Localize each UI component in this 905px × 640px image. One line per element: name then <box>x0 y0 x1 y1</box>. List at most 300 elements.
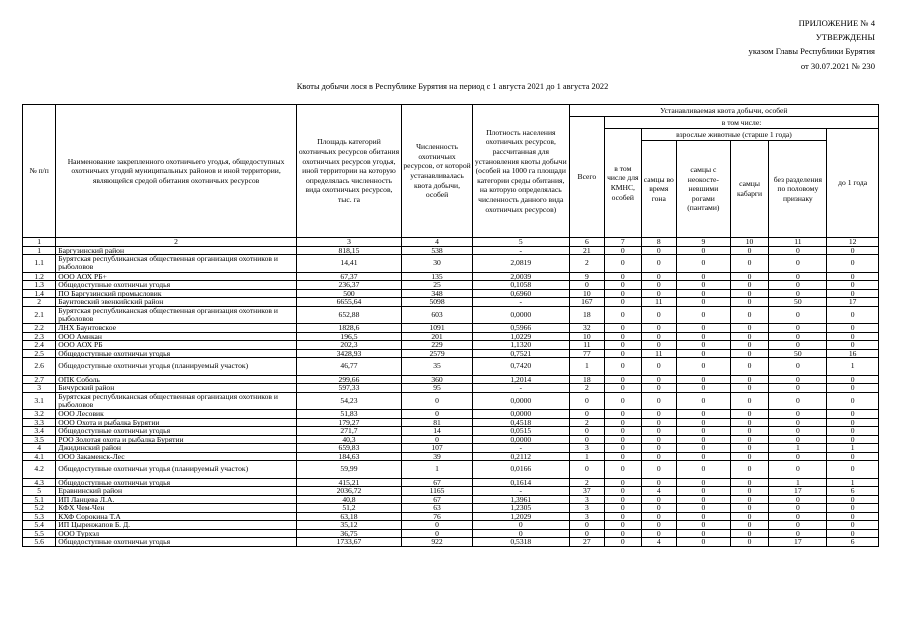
row-rut: 0 <box>641 341 676 350</box>
col-number: 3 <box>296 238 401 247</box>
row-rut: 0 <box>641 332 676 341</box>
row-under1: 0 <box>827 392 879 410</box>
row-count: 2579 <box>402 349 473 358</box>
row-kabarga: 0 <box>730 529 769 538</box>
row-count: 14 <box>402 427 473 436</box>
row-name: ООО Закаменск-Лес <box>56 452 297 461</box>
table-row <box>23 435 879 444</box>
row-under1: 0 <box>827 375 879 384</box>
row-number: 2.3 <box>23 332 56 341</box>
row-number: 1.3 <box>23 281 56 290</box>
row-count: 35 <box>402 358 473 376</box>
row-nosex: 50 <box>769 349 827 358</box>
row-number: 2.1 <box>23 306 56 324</box>
row-area: 14,41 <box>296 255 401 273</box>
row-number: 1.1 <box>23 255 56 273</box>
row-kmns: 0 <box>605 538 642 547</box>
row-nosex: 0 <box>769 427 827 436</box>
row-total: 0 <box>569 529 604 538</box>
row-kmns: 0 <box>605 289 642 298</box>
row-rut: 0 <box>641 478 676 487</box>
row-count: 63 <box>402 504 473 513</box>
row-name: ПО Баргузинский промысловик <box>56 289 297 298</box>
table-row <box>23 478 879 487</box>
row-total: 37 <box>569 487 604 496</box>
row-density: 1,1320 <box>472 341 569 350</box>
row-area: 184,63 <box>296 452 401 461</box>
row-kabarga: 0 <box>730 427 769 436</box>
row-under1: 6 <box>827 538 879 547</box>
row-nosex: 0 <box>769 495 827 504</box>
row-nosex: 0 <box>769 435 827 444</box>
row-total: 2 <box>569 418 604 427</box>
row-kmns: 0 <box>605 349 642 358</box>
table-row <box>23 461 879 479</box>
row-count: 348 <box>402 289 473 298</box>
row-number: 3.1 <box>23 392 56 410</box>
row-number: 2.5 <box>23 349 56 358</box>
row-under1: 0 <box>827 435 879 444</box>
row-nosex: 0 <box>769 392 827 410</box>
row-number: 2.6 <box>23 358 56 376</box>
row-kmns: 0 <box>605 444 642 453</box>
row-kabarga: 0 <box>730 487 769 496</box>
row-antlers: 0 <box>677 255 731 273</box>
row-kmns: 0 <box>605 435 642 444</box>
row-antlers: 0 <box>677 298 731 307</box>
row-kmns: 0 <box>605 341 642 350</box>
row-count: 81 <box>402 418 473 427</box>
row-area: 35,12 <box>296 521 401 530</box>
col-header-nosex: без разделения по половому признаку <box>769 141 827 238</box>
row-number: 5.4 <box>23 521 56 530</box>
col-number: 11 <box>769 238 827 247</box>
row-name: ОПК Соболь <box>56 375 297 384</box>
row-nosex: 0 <box>769 246 827 255</box>
table-row <box>23 384 879 393</box>
row-density: 1,2014 <box>472 375 569 384</box>
row-under1: 0 <box>827 495 879 504</box>
row-kmns: 0 <box>605 384 642 393</box>
row-area: 40,8 <box>296 495 401 504</box>
row-kabarga: 0 <box>730 246 769 255</box>
row-antlers: 0 <box>677 427 731 436</box>
row-density: 0,5966 <box>472 324 569 333</box>
row-kabarga: 0 <box>730 444 769 453</box>
row-kmns: 0 <box>605 332 642 341</box>
row-nosex: 17 <box>769 538 827 547</box>
row-kabarga: 0 <box>730 349 769 358</box>
row-area: 36,75 <box>296 529 401 538</box>
col-header-num: № п/п <box>23 105 56 238</box>
row-density: 0,0166 <box>472 461 569 479</box>
row-nosex: 0 <box>769 281 827 290</box>
row-number: 4.1 <box>23 452 56 461</box>
row-number: 4 <box>23 444 56 453</box>
row-rut: 0 <box>641 246 676 255</box>
row-area: 1733,67 <box>296 538 401 547</box>
row-rut: 0 <box>641 281 676 290</box>
row-antlers: 0 <box>677 324 731 333</box>
row-under1: 0 <box>827 384 879 393</box>
row-under1: 0 <box>827 341 879 350</box>
row-number: 4.2 <box>23 461 56 479</box>
col-header-area: Площадь категорий охотничьих ресурсов обитания охотничьих ресурсов угодья, иной территории на которую определялась численность вида охотничьих ресурсов, тыс. га <box>296 105 401 238</box>
decree-label: указом Главы Республики Бурятия <box>748 46 875 57</box>
row-area: 54,23 <box>296 392 401 410</box>
row-kmns: 0 <box>605 272 642 281</box>
row-rut: 0 <box>641 504 676 513</box>
row-density: 0,7420 <box>472 358 569 376</box>
row-count: 538 <box>402 246 473 255</box>
table-row <box>23 495 879 504</box>
row-count: 67 <box>402 478 473 487</box>
row-kmns: 0 <box>605 504 642 513</box>
row-total: 0 <box>569 521 604 530</box>
row-area: 196,5 <box>296 332 401 341</box>
row-rut: 0 <box>641 410 676 419</box>
row-antlers: 0 <box>677 289 731 298</box>
row-antlers: 0 <box>677 246 731 255</box>
row-density: 0,2112 <box>472 452 569 461</box>
row-kabarga: 0 <box>730 410 769 419</box>
row-antlers: 0 <box>677 281 731 290</box>
row-total: 0 <box>569 392 604 410</box>
row-nosex: 1 <box>769 444 827 453</box>
row-under1: 0 <box>827 306 879 324</box>
row-kmns: 0 <box>605 255 642 273</box>
row-number: 4.3 <box>23 478 56 487</box>
row-under1: 0 <box>827 289 879 298</box>
column-number-row <box>23 238 879 247</box>
decree-date: от 30.07.2021 № 230 <box>800 60 875 71</box>
row-under1: 0 <box>827 255 879 273</box>
row-kabarga: 0 <box>730 341 769 350</box>
row-density: 0,1058 <box>472 281 569 290</box>
row-density: 1,3961 <box>472 495 569 504</box>
row-under1: 0 <box>827 324 879 333</box>
row-kabarga: 0 <box>730 521 769 530</box>
row-under1: 0 <box>827 332 879 341</box>
row-total: 167 <box>569 298 604 307</box>
row-name: Баргузинский район <box>56 246 297 255</box>
row-under1: 0 <box>827 504 879 513</box>
row-rut: 0 <box>641 289 676 298</box>
row-under1: 1 <box>827 478 879 487</box>
row-under1: 17 <box>827 298 879 307</box>
row-name: КХФ Сорокина Т.А <box>56 512 297 521</box>
row-antlers: 0 <box>677 444 731 453</box>
row-nosex: 0 <box>769 306 827 324</box>
row-kmns: 0 <box>605 246 642 255</box>
row-kmns: 0 <box>605 358 642 376</box>
appendix-label: ПРИЛОЖЕНИЕ № 4 <box>798 18 875 28</box>
row-rut: 0 <box>641 272 676 281</box>
col-header-rut: самцы во время гона <box>641 141 676 238</box>
row-count: 5098 <box>402 298 473 307</box>
row-total: 1 <box>569 452 604 461</box>
row-count: 0 <box>402 392 473 410</box>
row-kabarga: 0 <box>730 538 769 547</box>
row-kabarga: 0 <box>730 461 769 479</box>
row-total: 3 <box>569 504 604 513</box>
row-nosex: 0 <box>769 332 827 341</box>
row-name: ООО АОХ РБ+ <box>56 272 297 281</box>
row-density: - <box>472 246 569 255</box>
row-kabarga: 0 <box>730 358 769 376</box>
row-kabarga: 0 <box>730 504 769 513</box>
row-rut: 0 <box>641 306 676 324</box>
row-number: 5.6 <box>23 538 56 547</box>
row-antlers: 0 <box>677 358 731 376</box>
row-number: 5.1 <box>23 495 56 504</box>
row-count: 95 <box>402 384 473 393</box>
row-kabarga: 0 <box>730 306 769 324</box>
table-row <box>23 272 879 281</box>
col-number: 8 <box>641 238 676 247</box>
row-kabarga: 0 <box>730 255 769 273</box>
row-antlers: 0 <box>677 538 731 547</box>
row-number: 2.4 <box>23 341 56 350</box>
row-name: ИП Цыренжапов Б. Д. <box>56 521 297 530</box>
row-area: 63,18 <box>296 512 401 521</box>
row-area: 652,88 <box>296 306 401 324</box>
col-number: 7 <box>605 238 642 247</box>
row-density: 0,4518 <box>472 418 569 427</box>
row-under1: 0 <box>827 418 879 427</box>
row-name: Бурятская республиканская общественная организация охотников и рыболовов <box>56 392 297 410</box>
table-row <box>23 487 879 496</box>
table-row <box>23 529 879 538</box>
col-number: 12 <box>827 238 879 247</box>
col-header-quota-group: Устанавливаемая квота добычи, особей <box>569 105 878 117</box>
row-total: 32 <box>569 324 604 333</box>
row-number: 3.2 <box>23 410 56 419</box>
col-number: 5 <box>472 238 569 247</box>
table-row <box>23 444 879 453</box>
row-count: 1091 <box>402 324 473 333</box>
row-antlers: 0 <box>677 349 731 358</box>
row-rut: 0 <box>641 427 676 436</box>
row-antlers: 0 <box>677 529 731 538</box>
row-number: 3.5 <box>23 435 56 444</box>
row-antlers: 0 <box>677 487 731 496</box>
row-rut: 0 <box>641 512 676 521</box>
row-rut: 4 <box>641 487 676 496</box>
row-name: Общедоступные охотничьи угодья (планируемый участок) <box>56 461 297 479</box>
row-kabarga: 0 <box>730 478 769 487</box>
row-area: 202,3 <box>296 341 401 350</box>
row-rut: 0 <box>641 384 676 393</box>
row-area: 1828,6 <box>296 324 401 333</box>
row-total: 0 <box>569 435 604 444</box>
row-antlers: 0 <box>677 512 731 521</box>
row-kmns: 0 <box>605 427 642 436</box>
row-count: 76 <box>402 512 473 521</box>
row-density: 2,0819 <box>472 255 569 273</box>
row-area: 51,2 <box>296 504 401 513</box>
row-under1: 0 <box>827 452 879 461</box>
row-name: КФХ Чем-Чен <box>56 504 297 513</box>
row-kmns: 0 <box>605 529 642 538</box>
row-count: 30 <box>402 255 473 273</box>
row-density: 0,1614 <box>472 478 569 487</box>
row-kmns: 0 <box>605 306 642 324</box>
row-kmns: 0 <box>605 392 642 410</box>
row-rut: 0 <box>641 255 676 273</box>
row-kmns: 0 <box>605 410 642 419</box>
row-antlers: 0 <box>677 418 731 427</box>
row-under1: 0 <box>827 246 879 255</box>
row-area: 659,83 <box>296 444 401 453</box>
row-kabarga: 0 <box>730 332 769 341</box>
row-area: 40,3 <box>296 435 401 444</box>
row-under1: 16 <box>827 349 879 358</box>
row-area: 299,66 <box>296 375 401 384</box>
row-antlers: 0 <box>677 478 731 487</box>
row-rut: 0 <box>641 521 676 530</box>
row-name: Общедоступные охотничьи угодья <box>56 538 297 547</box>
row-antlers: 0 <box>677 392 731 410</box>
row-nosex: 0 <box>769 289 827 298</box>
row-number: 5 <box>23 487 56 496</box>
row-total: 10 <box>569 289 604 298</box>
row-total: 0 <box>569 410 604 419</box>
row-rut: 0 <box>641 444 676 453</box>
row-kabarga: 0 <box>730 392 769 410</box>
row-antlers: 0 <box>677 272 731 281</box>
row-total: 1 <box>569 358 604 376</box>
row-total: 0 <box>569 461 604 479</box>
row-kabarga: 0 <box>730 281 769 290</box>
row-nosex: 1 <box>769 478 827 487</box>
row-rut: 0 <box>641 529 676 538</box>
row-nosex: 0 <box>769 375 827 384</box>
table-row <box>23 298 879 307</box>
row-density: 1,2305 <box>472 504 569 513</box>
row-antlers: 0 <box>677 495 731 504</box>
row-nosex: 0 <box>769 504 827 513</box>
row-count: 201 <box>402 332 473 341</box>
row-area: 3428,93 <box>296 349 401 358</box>
col-header-count: Численность охотничьих ресурсов, от которой устанавливалась квота добычи, особей <box>402 105 473 238</box>
row-name: ИП Ланцева Л.А. <box>56 495 297 504</box>
row-density: 0 <box>472 521 569 530</box>
col-header-kabarga: самцы кабарги <box>730 141 769 238</box>
row-name: Баунтовский эвенкийский район <box>56 298 297 307</box>
row-nosex: 0 <box>769 521 827 530</box>
row-name: РОО Золотая охота и рыбалка Бурятии <box>56 435 297 444</box>
row-nosex: 17 <box>769 487 827 496</box>
row-total: 3 <box>569 495 604 504</box>
row-number: 2.2 <box>23 324 56 333</box>
row-antlers: 0 <box>677 435 731 444</box>
row-kmns: 0 <box>605 298 642 307</box>
row-count: 107 <box>402 444 473 453</box>
row-name: ООО Охота и рыбалка Бурятии <box>56 418 297 427</box>
row-antlers: 0 <box>677 504 731 513</box>
row-density: 2,0039 <box>472 272 569 281</box>
row-nosex: 0 <box>769 272 827 281</box>
row-kmns: 0 <box>605 418 642 427</box>
table-row <box>23 306 879 324</box>
row-total: 10 <box>569 332 604 341</box>
table-row <box>23 504 879 513</box>
row-count: 25 <box>402 281 473 290</box>
row-nosex: 0 <box>769 358 827 376</box>
row-count: 0 <box>402 529 473 538</box>
row-total: 18 <box>569 375 604 384</box>
row-number: 5.5 <box>23 529 56 538</box>
row-count: 1 <box>402 461 473 479</box>
row-density: 1,0229 <box>472 332 569 341</box>
row-density: 0,7521 <box>472 349 569 358</box>
row-antlers: 0 <box>677 341 731 350</box>
row-rut: 0 <box>641 461 676 479</box>
row-nosex: 50 <box>769 298 827 307</box>
row-kabarga: 0 <box>730 435 769 444</box>
row-area: 271,7 <box>296 427 401 436</box>
row-density: 0,0515 <box>472 427 569 436</box>
col-header-antlers: самцы с неокосте-невшими рогами (пантами) <box>677 141 731 238</box>
col-header-adults: взрослые животные (старше 1 года) <box>641 129 827 141</box>
row-number: 3.4 <box>23 427 56 436</box>
row-density: 0,5318 <box>472 538 569 547</box>
row-kmns: 0 <box>605 521 642 530</box>
row-kabarga: 0 <box>730 375 769 384</box>
col-number: 10 <box>730 238 769 247</box>
row-total: 18 <box>569 306 604 324</box>
row-nosex: 0 <box>769 512 827 521</box>
row-area: 597,33 <box>296 384 401 393</box>
quota-table <box>22 104 879 547</box>
row-number: 1.2 <box>23 272 56 281</box>
row-under1: 1 <box>827 358 879 376</box>
row-name: ООО Турхэл <box>56 529 297 538</box>
document-title: Квоты добычи лося в Республике Бурятия на период с 1 августа 2021 до 1 августа 2022 <box>296 82 609 91</box>
row-density: 0,0000 <box>472 410 569 419</box>
table-row <box>23 341 879 350</box>
table-row <box>23 410 879 419</box>
table-row <box>23 332 879 341</box>
row-count: 67 <box>402 495 473 504</box>
row-kmns: 0 <box>605 281 642 290</box>
row-under1: 0 <box>827 281 879 290</box>
row-antlers: 0 <box>677 375 731 384</box>
row-kabarga: 0 <box>730 452 769 461</box>
row-density: 1,2029 <box>472 512 569 521</box>
row-number: 3 <box>23 384 56 393</box>
row-total: 11 <box>569 341 604 350</box>
table-row <box>23 375 879 384</box>
row-number: 5.2 <box>23 504 56 513</box>
row-density: - <box>472 298 569 307</box>
row-rut: 11 <box>641 349 676 358</box>
row-number: 1.4 <box>23 289 56 298</box>
row-name: Общедоступные охотничьи угодья <box>56 349 297 358</box>
row-density: - <box>472 384 569 393</box>
row-count: 229 <box>402 341 473 350</box>
row-nosex: 0 <box>769 418 827 427</box>
row-total: 2 <box>569 255 604 273</box>
row-kabarga: 0 <box>730 298 769 307</box>
row-count: 0 <box>402 410 473 419</box>
row-total: 77 <box>569 349 604 358</box>
table-row <box>23 452 879 461</box>
row-number: 3.3 <box>23 418 56 427</box>
col-number: 2 <box>56 238 297 247</box>
row-kmns: 0 <box>605 487 642 496</box>
